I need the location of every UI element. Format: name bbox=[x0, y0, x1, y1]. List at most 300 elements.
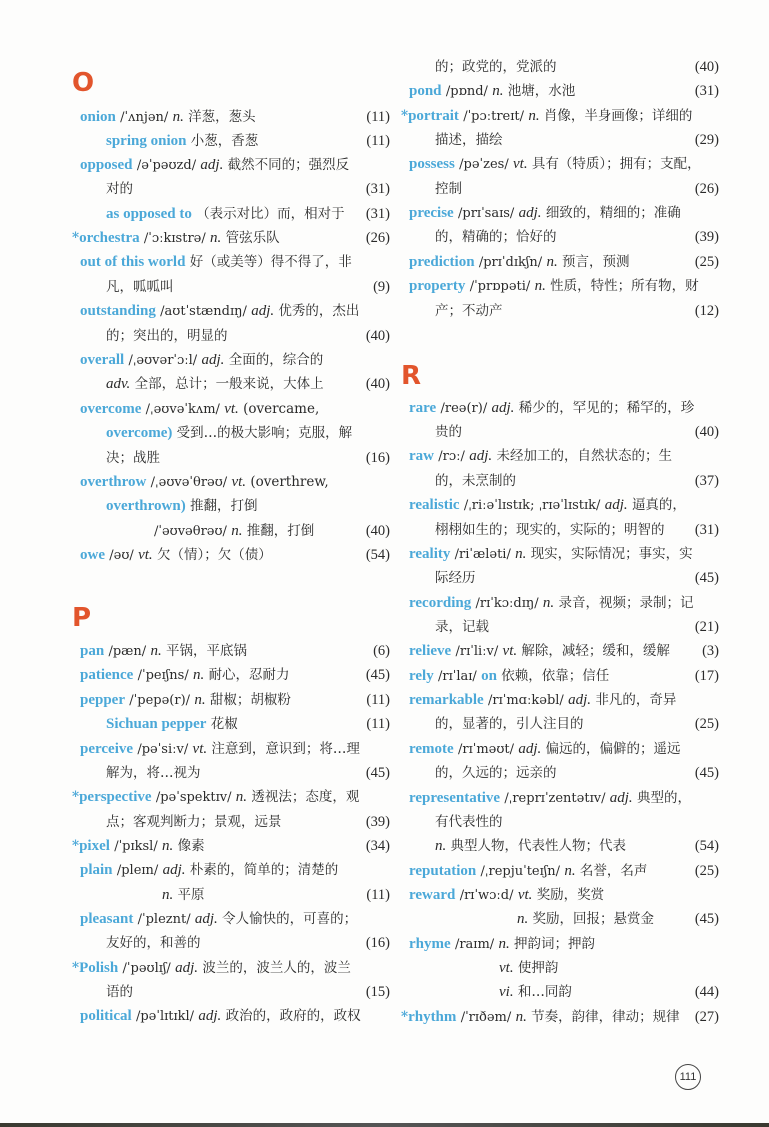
part-of-speech: vt. bbox=[517, 887, 533, 903]
entry-text bbox=[80, 470, 329, 495]
entry-line bbox=[72, 761, 390, 785]
headword: reality bbox=[409, 546, 451, 562]
entry-text bbox=[409, 786, 691, 811]
entry-text bbox=[80, 1004, 361, 1029]
part-of-speech: n. bbox=[542, 595, 555, 611]
definition: 透视法；态度，观 bbox=[251, 789, 360, 805]
headword: spring onion bbox=[106, 133, 187, 149]
part-of-speech: vt. bbox=[224, 401, 239, 417]
definition: 典型人物，代表性人物；代表 bbox=[450, 838, 627, 854]
part-of-speech: n. bbox=[150, 643, 162, 659]
entry-line bbox=[401, 128, 719, 152]
headword: opposed bbox=[80, 157, 133, 173]
definition: 有代表性的 bbox=[435, 814, 503, 830]
definition: 使押韵 bbox=[517, 960, 559, 976]
part-of-speech: n. bbox=[162, 838, 174, 854]
headword: remarkable bbox=[409, 692, 484, 708]
entry-line bbox=[401, 420, 719, 444]
headword: possess bbox=[409, 156, 455, 172]
entry-text bbox=[106, 324, 228, 349]
entry-text bbox=[106, 202, 345, 227]
definition: 录音，视频；录制；记 bbox=[558, 595, 694, 611]
definition: 的，精确的；恰好的 bbox=[435, 229, 557, 245]
phonetic: /ˈpɔːtreɪt/ bbox=[463, 109, 525, 124]
definition: 友好的，和善的 bbox=[106, 935, 201, 951]
unit-reference: (26) bbox=[365, 230, 390, 246]
definition: 池塘，水池 bbox=[507, 83, 576, 99]
unit-reference: (16) bbox=[365, 935, 390, 951]
definition: 贵的 bbox=[435, 424, 462, 440]
entry-line bbox=[72, 980, 390, 1004]
headword: raw bbox=[409, 448, 434, 464]
phonetic: /əˈpəʊzd/ bbox=[136, 158, 197, 173]
headword: pepper bbox=[80, 692, 125, 708]
headword: out of this world bbox=[80, 254, 186, 270]
phonetic: /riˈæləti/ bbox=[454, 547, 511, 562]
definition: 的；突出的，明显的 bbox=[106, 328, 228, 344]
entry-text bbox=[401, 104, 692, 129]
phonetic: /əʊ/ bbox=[109, 548, 134, 563]
headword: on bbox=[481, 668, 497, 684]
phonetic: /ˈpleznt/ bbox=[137, 912, 191, 927]
definition: 波兰的，波兰人的，波兰 bbox=[202, 960, 351, 976]
section-letter-r: R bbox=[401, 361, 422, 391]
part-of-speech: adj. bbox=[162, 862, 186, 878]
phonetic: /ˈprɒpəti/ bbox=[469, 279, 531, 294]
headword: relieve bbox=[409, 643, 452, 659]
entry-line bbox=[72, 348, 390, 372]
entry-text bbox=[80, 348, 323, 373]
entry-line bbox=[72, 543, 390, 567]
definition: 欠（情）；欠（债） bbox=[156, 547, 272, 563]
part-of-speech: adj. bbox=[194, 911, 218, 927]
definition: 令人愉快的，可喜的； bbox=[222, 911, 358, 927]
definition: 全部，总计；一般来说，大体上 bbox=[134, 376, 324, 392]
part-of-speech: n. bbox=[528, 108, 540, 124]
entry-line bbox=[401, 688, 719, 712]
unit-reference: (40) bbox=[694, 59, 719, 75]
entry-text bbox=[435, 299, 503, 324]
entry-line bbox=[401, 250, 719, 274]
headword: property bbox=[409, 278, 466, 294]
part-of-speech: adv. bbox=[106, 376, 131, 392]
entry-text bbox=[409, 274, 699, 299]
entry-line bbox=[401, 104, 719, 128]
entry-text bbox=[409, 664, 609, 689]
star-marker: * bbox=[72, 960, 80, 976]
part-of-speech: n. bbox=[492, 83, 504, 99]
phonetic: /ˈʌnjən/ bbox=[120, 110, 169, 125]
entry-line bbox=[72, 907, 390, 931]
entry-line bbox=[401, 591, 719, 615]
definition: 逼真的， bbox=[631, 497, 686, 513]
phonetic: /ˈpeɪʃns/ bbox=[137, 668, 189, 683]
definition: 际经历 bbox=[435, 570, 476, 586]
entry-line bbox=[401, 907, 719, 931]
entry-line bbox=[401, 639, 719, 663]
definition: 小葱，香葱 bbox=[190, 133, 259, 149]
part-of-speech: n. bbox=[515, 1009, 527, 1025]
definition: 现实，实际情况；事实，实 bbox=[530, 546, 693, 562]
headword: overcome bbox=[80, 401, 142, 417]
part-of-speech: adj. bbox=[568, 692, 592, 708]
entry-text bbox=[409, 444, 672, 469]
entry-text bbox=[409, 688, 676, 713]
entry-line bbox=[72, 275, 390, 299]
entry-line bbox=[72, 129, 390, 153]
entry-line bbox=[401, 396, 719, 420]
entry-line bbox=[72, 470, 390, 494]
unit-reference: (54) bbox=[365, 547, 390, 563]
unit-reference: (11) bbox=[366, 109, 390, 125]
entry-text bbox=[435, 55, 557, 80]
definition: 的，未烹制的 bbox=[435, 473, 516, 489]
headword: patience bbox=[80, 667, 134, 683]
definition: 的；政党的，党派的 bbox=[435, 59, 557, 75]
definition: 具有（特质）；拥有；支配， bbox=[531, 156, 701, 172]
unit-reference: (21) bbox=[694, 619, 719, 635]
entry-line bbox=[401, 225, 719, 249]
entry-text bbox=[499, 980, 572, 1005]
entry-text bbox=[435, 518, 665, 543]
unit-reference: (25) bbox=[694, 863, 719, 879]
headword: as opposed to bbox=[106, 206, 192, 222]
definition: 全面的，综合的 bbox=[228, 352, 324, 368]
definition: 预言，预测 bbox=[562, 254, 630, 270]
phonetic: /ˌəʊvəˈkʌm/ bbox=[145, 402, 220, 417]
definition: 肖像，半身画像；详细的 bbox=[543, 108, 693, 124]
entry-text bbox=[401, 1005, 680, 1030]
headword: precise bbox=[409, 205, 454, 221]
definition: 栩栩如生的；现实的，实际的；明智的 bbox=[435, 522, 665, 538]
definition: 典型的， bbox=[636, 790, 691, 806]
entry-line bbox=[401, 177, 719, 201]
unit-reference: (17) bbox=[694, 668, 719, 684]
unit-reference: (31) bbox=[694, 83, 719, 99]
headword: outstanding bbox=[80, 303, 156, 319]
entry-text bbox=[154, 519, 314, 544]
part-of-speech: n. bbox=[515, 546, 527, 562]
entry-text bbox=[409, 201, 681, 226]
phonetic: /prɪˈsaɪs/ bbox=[458, 206, 515, 221]
unit-reference: (11) bbox=[366, 716, 390, 732]
phonetic: /ˌriːəˈlɪstɪk; ˌrɪəˈlɪstɪk/ bbox=[463, 498, 601, 513]
definition: 和…同韵 bbox=[517, 984, 572, 1000]
entry-line bbox=[72, 737, 390, 761]
definition: 非凡的，奇异 bbox=[595, 692, 677, 708]
entry-line bbox=[72, 834, 390, 858]
definition: 稀少的，罕见的；稀罕的，珍 bbox=[518, 400, 695, 416]
unit-reference: (40) bbox=[365, 328, 390, 344]
entry-line bbox=[401, 786, 719, 810]
phonetic: /ˈɔːkɪstrə/ bbox=[143, 231, 206, 246]
definition: 优秀的，杰出 bbox=[278, 303, 360, 319]
part-of-speech: n. bbox=[564, 863, 576, 879]
entry-line bbox=[72, 688, 390, 712]
entry-text bbox=[72, 956, 351, 981]
unit-reference: (39) bbox=[365, 814, 390, 830]
definition: 奖励，奖赏 bbox=[536, 887, 605, 903]
headword: Sichuan pepper bbox=[106, 716, 207, 732]
unit-reference: (15) bbox=[365, 984, 390, 1000]
entry-text bbox=[80, 397, 319, 422]
headword: recording bbox=[409, 595, 472, 611]
entry-line bbox=[401, 274, 719, 298]
part-of-speech: adj. bbox=[200, 157, 224, 173]
entry-line bbox=[401, 493, 719, 517]
unit-reference: (45) bbox=[694, 911, 719, 927]
headword: perceive bbox=[80, 741, 134, 757]
definition: 耐心，忍耐力 bbox=[208, 667, 290, 683]
definition: 名誉，名声 bbox=[579, 863, 648, 879]
section-letter-o: O bbox=[72, 68, 95, 98]
headword: Polish bbox=[79, 960, 119, 976]
headword: pond bbox=[409, 83, 442, 99]
phonetic: /rɪˈliːv/ bbox=[455, 644, 499, 659]
part-of-speech: n. bbox=[534, 278, 546, 294]
headword: rare bbox=[409, 400, 437, 416]
entry-line bbox=[401, 55, 719, 79]
entry-text bbox=[80, 543, 272, 568]
star-marker: * bbox=[72, 838, 80, 854]
definition: 朴素的，简单的；清楚的 bbox=[189, 862, 339, 878]
headword: plain bbox=[80, 862, 113, 878]
phonetic: /pəˈlɪtɪkl/ bbox=[135, 1009, 195, 1024]
unit-reference: (39) bbox=[694, 229, 719, 245]
entry-text bbox=[435, 177, 462, 202]
entry-line bbox=[401, 932, 719, 956]
definition: 录，记载 bbox=[435, 619, 489, 635]
phonetic: /rɔː/ bbox=[438, 449, 465, 464]
headword: orchestra bbox=[79, 230, 140, 246]
definition: 偏远的，偏僻的；遥远 bbox=[545, 741, 681, 757]
part-of-speech: vt. bbox=[499, 960, 514, 976]
definition: 注意到，意识到；将…理 bbox=[211, 741, 360, 757]
part-of-speech: n. bbox=[172, 109, 184, 125]
definition: 性质，特性；所有物，财 bbox=[550, 278, 699, 294]
entry-text bbox=[435, 615, 489, 640]
phonetic: /pəˈzes/ bbox=[459, 157, 509, 172]
entry-text bbox=[72, 785, 359, 810]
entry-text bbox=[435, 761, 557, 786]
entry-text bbox=[409, 591, 693, 616]
entry-text bbox=[80, 907, 357, 932]
unit-reference: (11) bbox=[366, 692, 390, 708]
entry-line bbox=[72, 202, 390, 226]
phonetic: /ˈpəʊlɪʃ/ bbox=[122, 961, 171, 976]
entry-line bbox=[72, 639, 390, 663]
part-of-speech: adj. bbox=[201, 352, 225, 368]
entry-line bbox=[72, 810, 390, 834]
headword: overthrow bbox=[80, 474, 147, 490]
entry-text bbox=[435, 469, 516, 494]
headword: portrait bbox=[408, 108, 459, 124]
entry-text bbox=[162, 883, 205, 908]
definition: 平锅，平底锅 bbox=[166, 643, 248, 659]
phonetic: /pəˈspektɪv/ bbox=[155, 790, 232, 805]
unit-reference: (40) bbox=[694, 424, 719, 440]
unit-reference: (31) bbox=[694, 522, 719, 538]
entry-text bbox=[409, 932, 595, 957]
part-of-speech: adj. bbox=[469, 448, 493, 464]
entry-line bbox=[72, 153, 390, 177]
phonetic: /reə(r)/ bbox=[440, 401, 488, 416]
entry-text bbox=[80, 858, 338, 883]
entry-line bbox=[72, 712, 390, 736]
part-of-speech: vt. bbox=[513, 156, 528, 172]
headword: onion bbox=[80, 109, 116, 125]
unit-reference: (40) bbox=[365, 523, 390, 539]
headword: rely bbox=[409, 668, 434, 684]
definition: 平原 bbox=[177, 887, 205, 903]
unit-reference: (25) bbox=[694, 716, 719, 732]
entry-line bbox=[401, 956, 719, 980]
entry-line bbox=[72, 324, 390, 348]
headword: political bbox=[80, 1008, 132, 1024]
entry-text bbox=[106, 931, 201, 956]
definition: 依赖，依靠；信任 bbox=[501, 668, 610, 684]
entry-line bbox=[401, 299, 719, 323]
phonetic: /ˌəʊvəˈθrəʊ/ bbox=[150, 475, 228, 490]
definition: 点；客观判断力；景观，远景 bbox=[106, 814, 282, 830]
unit-reference: (11) bbox=[366, 133, 390, 149]
unit-reference: (31) bbox=[365, 206, 390, 222]
entry-text bbox=[72, 834, 205, 859]
entry-text bbox=[80, 663, 290, 688]
definition: 的，显著的，引人注目的 bbox=[435, 716, 584, 732]
entry-text bbox=[435, 712, 584, 737]
phonetic: /ˌrepjuˈteɪʃn/ bbox=[480, 864, 561, 879]
unit-reference: (11) bbox=[366, 887, 390, 903]
unit-reference: (40) bbox=[365, 376, 390, 392]
entry-text bbox=[435, 128, 503, 153]
entry-text bbox=[106, 129, 258, 154]
entry-line bbox=[72, 883, 390, 907]
part-of-speech: n. bbox=[546, 254, 558, 270]
definition: 的，久远的；远亲的 bbox=[435, 765, 557, 781]
unit-reference: (25) bbox=[694, 254, 719, 270]
entry-text bbox=[80, 105, 256, 130]
phonetic: /ˈpepə(r)/ bbox=[129, 693, 191, 708]
entry-text bbox=[435, 225, 557, 250]
entry-line bbox=[72, 446, 390, 470]
part-of-speech: n. bbox=[194, 692, 206, 708]
part-of-speech: n. bbox=[193, 667, 205, 683]
unit-reference: (44) bbox=[694, 984, 719, 1000]
headword: overcome) bbox=[106, 425, 173, 441]
entry-line bbox=[401, 834, 719, 858]
definition: 奖励，回报；悬赏金 bbox=[532, 911, 655, 927]
phonetic: /ˌreprɪˈzentətɪv/ bbox=[504, 791, 606, 806]
definition: 未经加工的，自然状态的；生 bbox=[496, 448, 672, 464]
definition: 截然不同的；强烈反 bbox=[227, 157, 350, 173]
entry-text bbox=[106, 494, 258, 519]
unit-reference: (54) bbox=[694, 838, 719, 854]
entry-line bbox=[401, 664, 719, 688]
entry-text bbox=[106, 421, 352, 446]
phonetic: /rɪˈlaɪ/ bbox=[438, 669, 477, 684]
part-of-speech: adj. bbox=[518, 205, 542, 221]
unit-reference: (26) bbox=[694, 181, 719, 197]
unit-reference: (3) bbox=[702, 643, 719, 659]
headword: pleasant bbox=[80, 911, 134, 927]
part-of-speech: n. bbox=[231, 523, 243, 539]
entry-text bbox=[106, 275, 174, 300]
definition: (overthrew, bbox=[250, 474, 329, 490]
entry-line bbox=[72, 858, 390, 882]
entry-line bbox=[401, 79, 719, 103]
unit-reference: (45) bbox=[365, 667, 390, 683]
part-of-speech: n. bbox=[235, 789, 248, 805]
part-of-speech: adj. bbox=[604, 497, 628, 513]
part-of-speech: adj. bbox=[491, 400, 515, 416]
phonetic: /rɪˈmɑːkəbl/ bbox=[488, 693, 564, 708]
unit-reference: (9) bbox=[373, 279, 390, 295]
entry-text bbox=[106, 177, 133, 202]
star-marker: * bbox=[72, 789, 80, 805]
phonetic: /ˈrɪðəm/ bbox=[460, 1010, 512, 1025]
star-marker: * bbox=[401, 1009, 409, 1025]
headword: prediction bbox=[409, 254, 475, 270]
phonetic: /rɪˈkɔːdɪŋ/ bbox=[475, 596, 539, 611]
unit-reference: (45) bbox=[694, 570, 719, 586]
entry-text bbox=[80, 299, 359, 324]
entry-line bbox=[72, 250, 390, 274]
entry-text bbox=[106, 446, 160, 471]
definition: 像素 bbox=[177, 838, 205, 854]
entry-line bbox=[401, 712, 719, 736]
headword: rhythm bbox=[408, 1009, 457, 1025]
part-of-speech: vt. bbox=[192, 741, 208, 757]
entry-line bbox=[401, 761, 719, 785]
definition: (overcame, bbox=[243, 401, 320, 417]
definition: 洋葱，葱头 bbox=[188, 109, 256, 125]
entry-text bbox=[409, 542, 693, 567]
entry-line bbox=[401, 1005, 719, 1029]
entry-line bbox=[72, 105, 390, 129]
entry-line bbox=[72, 494, 390, 518]
entry-text bbox=[517, 907, 654, 932]
entry-line bbox=[401, 737, 719, 761]
entry-text bbox=[409, 493, 686, 518]
unit-reference: (45) bbox=[365, 765, 390, 781]
definition: 决；战胜 bbox=[106, 450, 160, 466]
entry-line bbox=[72, 299, 390, 323]
part-of-speech: vt. bbox=[502, 643, 518, 659]
entry-text bbox=[106, 810, 282, 835]
entry-line bbox=[401, 883, 719, 907]
entry-line bbox=[401, 566, 719, 590]
definition: 产；不动产 bbox=[435, 303, 503, 319]
definition: 节奏，韵律，律动；规律 bbox=[531, 1009, 680, 1025]
phonetic: /ˈpɪksl/ bbox=[114, 839, 158, 854]
definition: 语的 bbox=[106, 984, 133, 1000]
part-of-speech: n. bbox=[210, 230, 222, 246]
headword: overthrown) bbox=[106, 498, 186, 514]
entry-line bbox=[401, 518, 719, 542]
phonetic: /pleɪn/ bbox=[116, 863, 159, 878]
entry-line bbox=[401, 980, 719, 1004]
definition: 控制 bbox=[435, 181, 462, 197]
headword: rhyme bbox=[409, 936, 451, 952]
entry-line bbox=[401, 201, 719, 225]
definition: 政治的，政府的，政权 bbox=[225, 1008, 361, 1024]
entry-line bbox=[401, 810, 719, 834]
entry-text bbox=[409, 737, 681, 762]
entry-text bbox=[106, 980, 133, 1005]
headword: reward bbox=[409, 887, 456, 903]
section-letter-p: P bbox=[72, 603, 92, 633]
